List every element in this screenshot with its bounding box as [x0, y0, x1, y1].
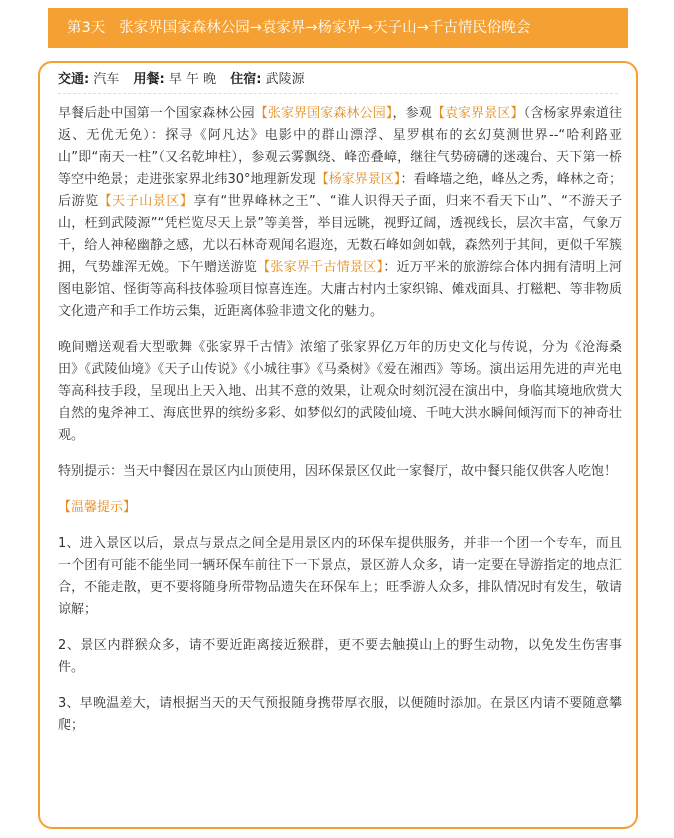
text-segment: ，参观	[392, 106, 432, 121]
itinerary-content	[58, 103, 622, 751]
highlight-yangjiajie: 【杨家界景区】	[315, 172, 401, 187]
text-segment: 享有“世界峰林之王”、“谁人识得天子面，归来不看天下山”、“不游天子山，枉到武陵源”“凭栏览尽天上景”等美誉，举目远眺，视野辽阔，透视线长，层次丰富，气象万千，给人神秘幽静之感，尤以石林奇观闻名遐迩，无数石峰如剑如戟，森然列于其间，更似千军簇拥，气势雄浑无娩。下午赠送游览	[58, 194, 622, 275]
transport-label: 交通:	[58, 72, 90, 87]
paragraph-morning	[58, 103, 622, 323]
meal-value: 早 午 晚	[168, 72, 217, 87]
transport-value: 汽车	[93, 72, 120, 87]
text-segment: （含杨家界索道往返、无优无免）：探寻《阿凡达》电影中的群山漂浮、星罗棋布的玄幻莫测世界--“哈利路亚山”即“南天一柱”（又名乾坤柱），参观云雾飘绕、峰峦叠嶂，继往气势磅礴的迷魂台、天下第一桥等空中绝景；走进张家界北纬30°地理新发现	[58, 106, 622, 187]
stay-label: 住宿:	[230, 72, 262, 87]
paragraph-special-note: 特别提示：当天中餐因在景区内山顶使用，因环保景区仅此一家餐厅，故中餐只能仅供客人吃饱！	[58, 464, 618, 479]
day-route: 张家界国家森林公园→袁家界→杨家界→天子山→千古情民俗晚会	[119, 20, 531, 36]
info-bar	[58, 67, 618, 94]
itinerary-card	[38, 61, 638, 829]
text-segment: ：看峰墙之绝，峰丛之秀，峰林之奇；后游览	[58, 172, 622, 209]
highlight-qianguqing: 【张家界千古情景区】	[257, 260, 384, 275]
text-segment: ：近万平米的旅游综合体内拥有清明上河图电影馆、怪街等高科技体验项目惊喜连连。大庸古村内土家织锦、傩戏面具、打糍粑、等非物质文化遗产和手工作坊云集，近距离体验非遗文化的魅力。	[58, 260, 622, 319]
tip-item-3: 3、早晚温差大，请根据当天的天气预报随身携带厚衣服，以便随时添加。在景区内请不要随意攀爬；	[58, 696, 622, 733]
highlight-yuanjiajie: 【袁家界景区】	[431, 106, 524, 121]
stay-value: 武陵源	[265, 72, 305, 87]
highlight-tianzishan: 【天子山景区】	[98, 194, 194, 209]
paragraph-evening-show: 晚间赠送观看大型歌舞《张家界千古情》浓缩了张家界亿万年的历史文化与传说，分为《沧海桑田》《武陵仙境》《天子山传说》《小城往事》《马桑树》《爱在湘西》等场。演出运用先进的声光电等高科技手段，呈现出上天入地、出其不意的效果，让观众时刻沉浸在演出中，身临其境地欣赏大自然的鬼斧神工、海底世界的缤纷多彩、如梦似幻的武陵仙境、千吨大洪水瞬间倾泻而下的神奇壮观。	[58, 340, 622, 443]
day-number: 第3天	[67, 20, 106, 36]
day-header	[48, 8, 628, 48]
meal-label: 用餐:	[133, 72, 165, 87]
tips-title: 【温馨提示】	[58, 500, 137, 515]
highlight-forest-park: 【张家界国家森林公园】	[254, 106, 393, 121]
tip-item-1: 1、进入景区以后，景点与景点之间全是用景区内的环保车提供服务，并非一个团一个专车，而且一个团有可能不能坐同一辆环保车前往下一下景点，景区游人众多，请一定要在导游指定的地点汇合，不能走散，更不要将随身所带物品遗失在环保车上；旺季游人众多，排队情况时有发生，敬请谅解；	[58, 536, 622, 617]
tip-item-2: 2、景区内群猴众多，请不要近距离接近猴群，更不要去触摸山上的野生动物，以免发生伤害事件。	[58, 638, 622, 675]
text-segment: 早餐后赴中国第一个国家森林公园	[58, 106, 255, 121]
